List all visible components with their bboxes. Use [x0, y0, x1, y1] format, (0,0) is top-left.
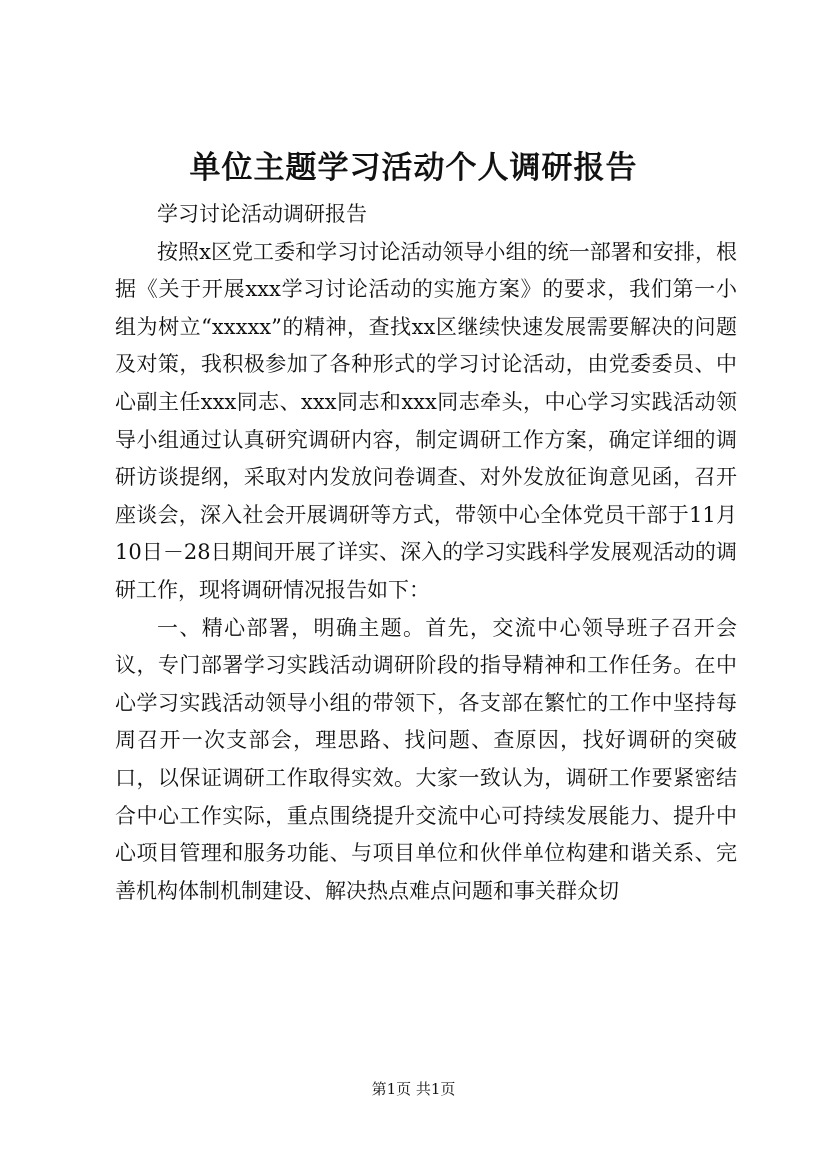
- document-title: 单位主题学习活动个人调研报告: [189, 150, 638, 186]
- page-footer: 第1页 共1页: [371, 1080, 456, 1098]
- subtitle-paragraph: 学习讨论活动调研报告: [157, 202, 367, 226]
- body-paragraph-intro: 按照x区党工委和学习讨论活动领导小组的统一部署和安排，根据《关于开展xxx学习讨论活动的实施方案》的要求，我们第一小组为树立“xxxxx”的精神，查找xx区继续快速发展需要解决的问题及对策，我积极参加了各种形式的学习讨论活动，由党委委员、中心副主任xxx同志、xxx同志和xxx同志牵头，中心学习实践活动领导小组通过认真研究调研内容，制定调研工作方案，确定详细的调研访谈提纲，采取对内发放问卷调查、对外发放征询意见函，召开座谈会，深入社会开展调研等方式，带领中心全体党员干部于11月10日－28日期间开展了详实、深入的学习实践科学发展观活动的调研工作，现将调研情况报告如下：: [115, 239, 737, 602]
- body-paragraph-section-one: 一、精心部署，明确主题。首先，交流中心领导班子召开会议，专门部署学习实践活动调研阶段的指导精神和工作任务。在中心学习实践活动领导小组的带领下，各支部在繁忙的工作中坚持每周召开一次支部会，理思路、找问题、查原因，找好调研的突破口，以保证调研工作取得实效。大家一致认为，调研工作要紧密结合中心工作实际，重点围绕提升交流中心可持续发展能力、提升中心项目管理和服务功能、与项目单位和伙伴单位构建和谐关系、完善机构体制机制建设、解决热点难点问题和事关群众切: [115, 615, 737, 903]
- document-body: [115, 196, 737, 910]
